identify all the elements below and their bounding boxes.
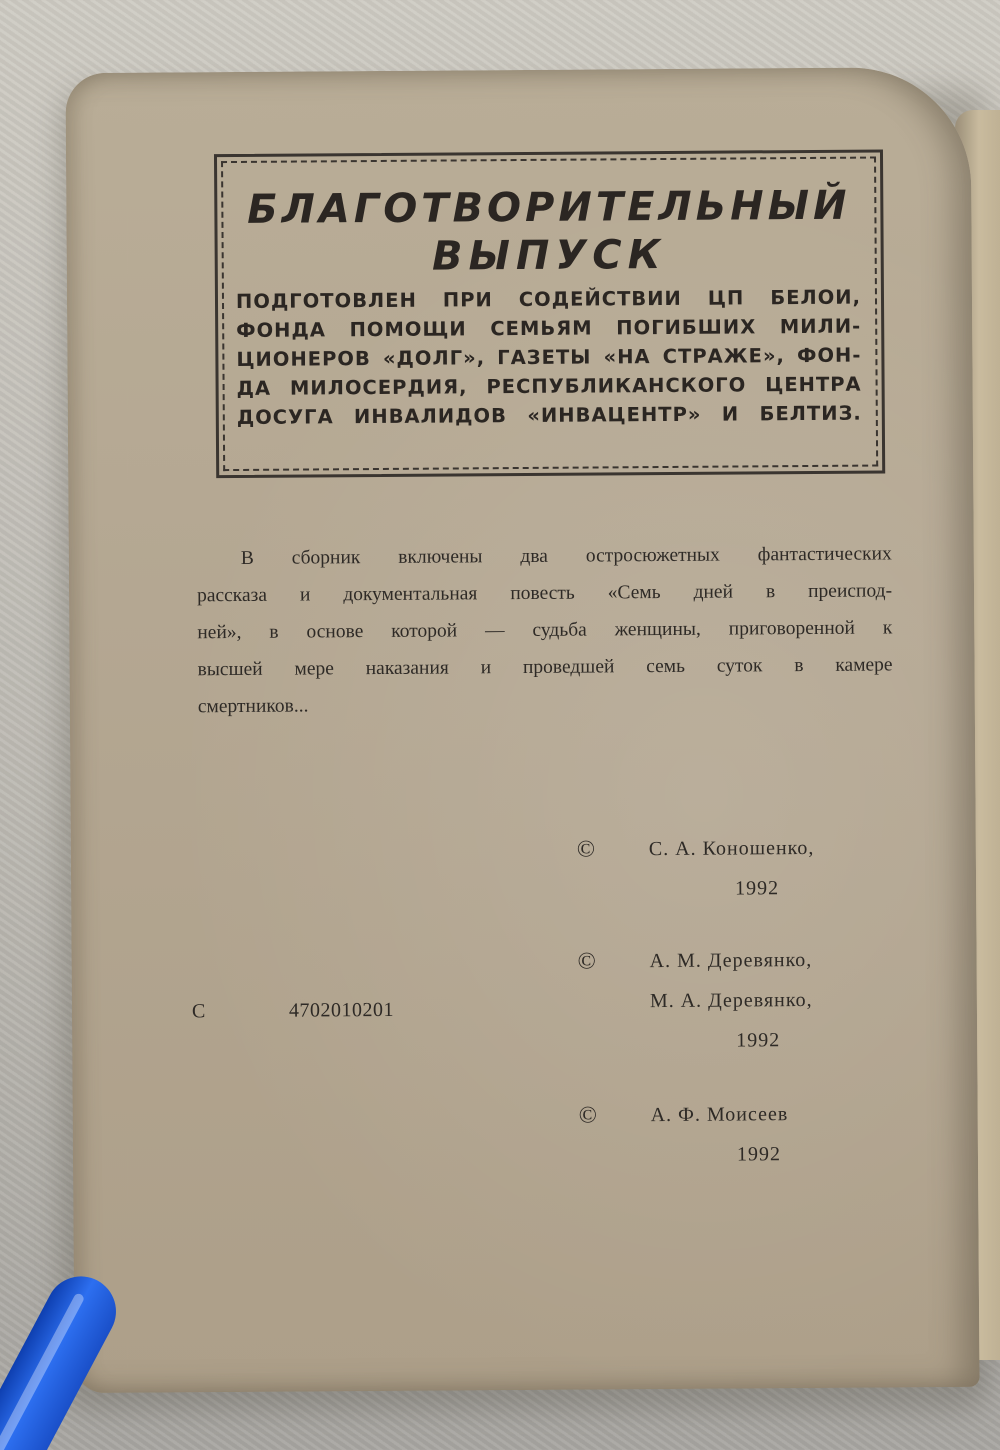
copyright-year: 1992 (736, 1029, 781, 1052)
annotation-paragraph (197, 535, 893, 725)
book-page (65, 67, 979, 1393)
banner-text-line: ПОДГОТОВЛЕН ПРИ СОДЕЙСТВИИ ЦП БЕЛОИ, (235, 285, 862, 313)
copyright-symbol: © (577, 948, 596, 975)
charity-banner (214, 149, 885, 478)
banner-text-line: ДА МИЛОСЕРДИЯ, РЕСПУБЛИКАНСКОГО ЦЕНТРА (236, 372, 862, 400)
copyright-author: А. М. Деревянко, (649, 948, 813, 973)
annotation-line: В сборник включены два остросюжетных фантастических (240, 543, 892, 569)
banner-text-line: ЦИОНЕРОВ «ДОЛГ», ГАЗЕТЫ «НА СТРАЖЕ», ФОН- (236, 343, 862, 371)
copyright-author: С. А. Коношенко, (648, 836, 815, 861)
copyright-author: А. Ф. Моисеев (650, 1103, 789, 1127)
banner-text-line: ДОСУГА ИНВАЛИДОВ «ИНВАЦЕНТР» И БЕЛТИЗ. (236, 401, 862, 429)
pen-body (0, 1264, 128, 1450)
index-letter: С (191, 1000, 206, 1023)
copyright-block-3 (579, 1094, 789, 1175)
copyright-symbol: © (576, 836, 596, 863)
copyright-year: 1992 (736, 1143, 782, 1166)
annotation-line: высшей мере наказания и проведшей семь суток в камере (197, 654, 893, 681)
banner-text-line: ФОНДА ПОМОЩИ СЕМЬЯМ ПОГИБШИХ МИЛИ- (236, 314, 862, 342)
copyright-block-1 (577, 828, 815, 910)
annotation-line: рассказа и документальная повесть «Семь дней в преиспод- (196, 580, 893, 607)
copyright-block-2 (577, 940, 812, 1062)
banner-title-line-1: БЛАГОТВОРИТЕЛЬНЫЙ (246, 182, 851, 233)
annotation-line: смертников... (197, 695, 309, 718)
copyright-symbol: © (578, 1102, 598, 1129)
copyright-author: М. А. Деревянко, (649, 988, 813, 1013)
copyright-year: 1992 (735, 877, 780, 900)
index-code: 4702010201 (288, 998, 395, 1022)
banner-sponsors-text (236, 283, 862, 432)
annotation-line: ней», в основе которой — судьба женщины, приговоренной к (197, 617, 893, 644)
banner-title-line-2: ВЫПУСК (431, 231, 667, 280)
